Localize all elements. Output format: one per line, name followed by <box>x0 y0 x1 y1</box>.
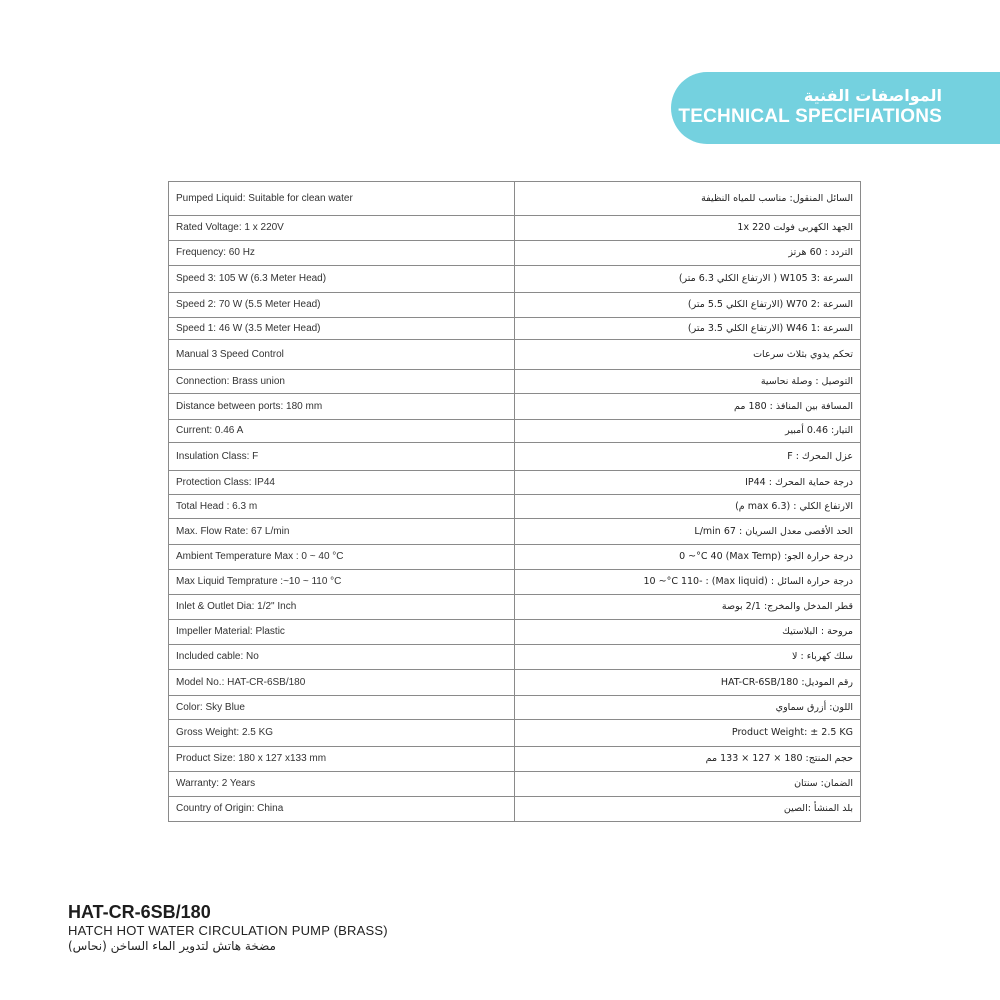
spec-label-english: Rated Voltage: 1 x 220V <box>169 216 515 241</box>
spec-label-english: Insulation Class: F <box>169 443 515 471</box>
spec-label-arabic: التردد : 60 هرتز <box>515 241 861 266</box>
spec-label-english: Manual 3 Speed Control <box>169 340 515 370</box>
spec-label-english: Model No.: HAT-CR-6SB/180 <box>169 670 515 696</box>
spec-row <box>169 620 861 645</box>
spec-label-arabic: السائل المنقول: مناسب للمياه النظيفة <box>515 182 861 216</box>
spec-row <box>169 570 861 595</box>
spec-row <box>169 443 861 471</box>
spec-label-arabic: درجة حرارة الجو: (Max Temp) 0 ~°C 40 <box>515 545 861 570</box>
spec-label-english: Product Size: 180 x 127 x133 mm <box>169 747 515 772</box>
spec-row <box>169 394 861 420</box>
spec-label-english: Connection: Brass union <box>169 370 515 394</box>
spec-label-arabic: اللون: أزرق سماوي <box>515 696 861 720</box>
spec-row <box>169 241 861 266</box>
spec-label-arabic: حجم المنتج: 180 × 127 × 133 مم <box>515 747 861 772</box>
spec-label-arabic: السرعة :3 W105 ( الارتفاع الكلي 6.3 متر) <box>515 266 861 293</box>
spec-label-arabic: درجة حماية المحرك : IP44 <box>515 471 861 495</box>
spec-row <box>169 595 861 620</box>
banner-title-english: TECHNICAL SPECIFIATIONS <box>678 106 942 127</box>
specifications-table <box>168 181 861 822</box>
technical-specifications-banner <box>671 72 1000 144</box>
spec-label-english: Country of Origin: China <box>169 797 515 822</box>
spec-label-arabic: قطر المدخل والمخرج: 2/1 بوصة <box>515 595 861 620</box>
spec-row <box>169 182 861 216</box>
spec-label-english: Current: 0.46 A <box>169 420 515 443</box>
spec-label-arabic: Product Weight: ± 2.5 KG <box>515 720 861 747</box>
spec-label-arabic: بلد المنشأ :الصين <box>515 797 861 822</box>
spec-label-arabic: السرعة :2 W70 (الارتفاع الكلي 5.5 متر) <box>515 293 861 318</box>
spec-row <box>169 696 861 720</box>
spec-label-english: Ambient Temperature Max : 0 ~ 40 °C <box>169 545 515 570</box>
spec-row <box>169 216 861 241</box>
spec-label-arabic: الارتفاع الكلي : (max 6.3 م) <box>515 495 861 519</box>
spec-label-english: Included cable: No <box>169 645 515 670</box>
spec-label-arabic: السرعة :1 W46 (الارتفاع الكلي 3.5 متر) <box>515 318 861 340</box>
spec-label-arabic: رقم الموديل: HAT-CR-6SB/180 <box>515 670 861 696</box>
spec-label-english: Max. Flow Rate: 67 L/min <box>169 519 515 545</box>
spec-row <box>169 370 861 394</box>
spec-label-english: Total Head : 6.3 m <box>169 495 515 519</box>
product-name-english: HATCH HOT WATER CIRCULATION PUMP (BRASS) <box>68 923 388 938</box>
spec-row <box>169 720 861 747</box>
spec-label-english: Speed 1: 46 W (3.5 Meter Head) <box>169 318 515 340</box>
spec-label-english: Impeller Material: Plastic <box>169 620 515 645</box>
spec-row <box>169 340 861 370</box>
spec-row <box>169 797 861 822</box>
spec-label-arabic: الحد الأقصى معدل السريان : L/min 67 <box>515 519 861 545</box>
spec-label-english: Gross Weight: 2.5 KG <box>169 720 515 747</box>
spec-label-english: Inlet & Outlet Dia: 1/2" Inch <box>169 595 515 620</box>
spec-label-english: Frequency: 60 Hz <box>169 241 515 266</box>
spec-label-arabic: تحكم يدوي بثلاث سرعات <box>515 340 861 370</box>
spec-label-english: Speed 3: 105 W (6.3 Meter Head) <box>169 266 515 293</box>
spec-label-arabic: عزل المحرك : F <box>515 443 861 471</box>
spec-label-english: Warranty: 2 Years <box>169 772 515 797</box>
model-number: HAT-CR-6SB/180 <box>68 902 211 922</box>
spec-row <box>169 471 861 495</box>
spec-label-english: Color: Sky Blue <box>169 696 515 720</box>
spec-label-english: Protection Class: IP44 <box>169 471 515 495</box>
spec-label-arabic: الجهد الكهربى فولت 220 1x <box>515 216 861 241</box>
spec-label-english: Max Liquid Temprature :~10 ~ 110 °C <box>169 570 515 595</box>
spec-row <box>169 266 861 293</box>
spec-row <box>169 420 861 443</box>
spec-row <box>169 747 861 772</box>
spec-row <box>169 772 861 797</box>
spec-label-arabic: مروحة : البلاستيك <box>515 620 861 645</box>
spec-label-english: Distance between ports: 180 mm <box>169 394 515 420</box>
spec-row <box>169 545 861 570</box>
spec-row <box>169 670 861 696</box>
spec-label-arabic: درجة حرارة السائل : (Max liquid) : -10 ~°C 110 <box>515 570 861 595</box>
spec-label-english: Speed 2: 70 W (5.5 Meter Head) <box>169 293 515 318</box>
product-name-arabic: مضخة هاتش لتدوير الماء الساخن (نحاس) <box>68 939 276 953</box>
spec-label-arabic: المسافة بين المنافذ : 180 مم <box>515 394 861 420</box>
specifications-table-body <box>169 182 861 822</box>
spec-row <box>169 293 861 318</box>
spec-label-english: Pumped Liquid: Suitable for clean water <box>169 182 515 216</box>
spec-label-arabic: التيار: 0.46 أمبير <box>515 420 861 443</box>
spec-label-arabic: سلك كهرباء : لا <box>515 645 861 670</box>
spec-row <box>169 519 861 545</box>
spec-label-arabic: الضمان: سنتان <box>515 772 861 797</box>
spec-label-arabic: التوصيل : وصلة نحاسية <box>515 370 861 394</box>
spec-row <box>169 495 861 519</box>
banner-title-arabic: المواصفات الفنية <box>803 86 942 105</box>
spec-row <box>169 645 861 670</box>
spec-row <box>169 318 861 340</box>
product-footer <box>68 902 668 954</box>
